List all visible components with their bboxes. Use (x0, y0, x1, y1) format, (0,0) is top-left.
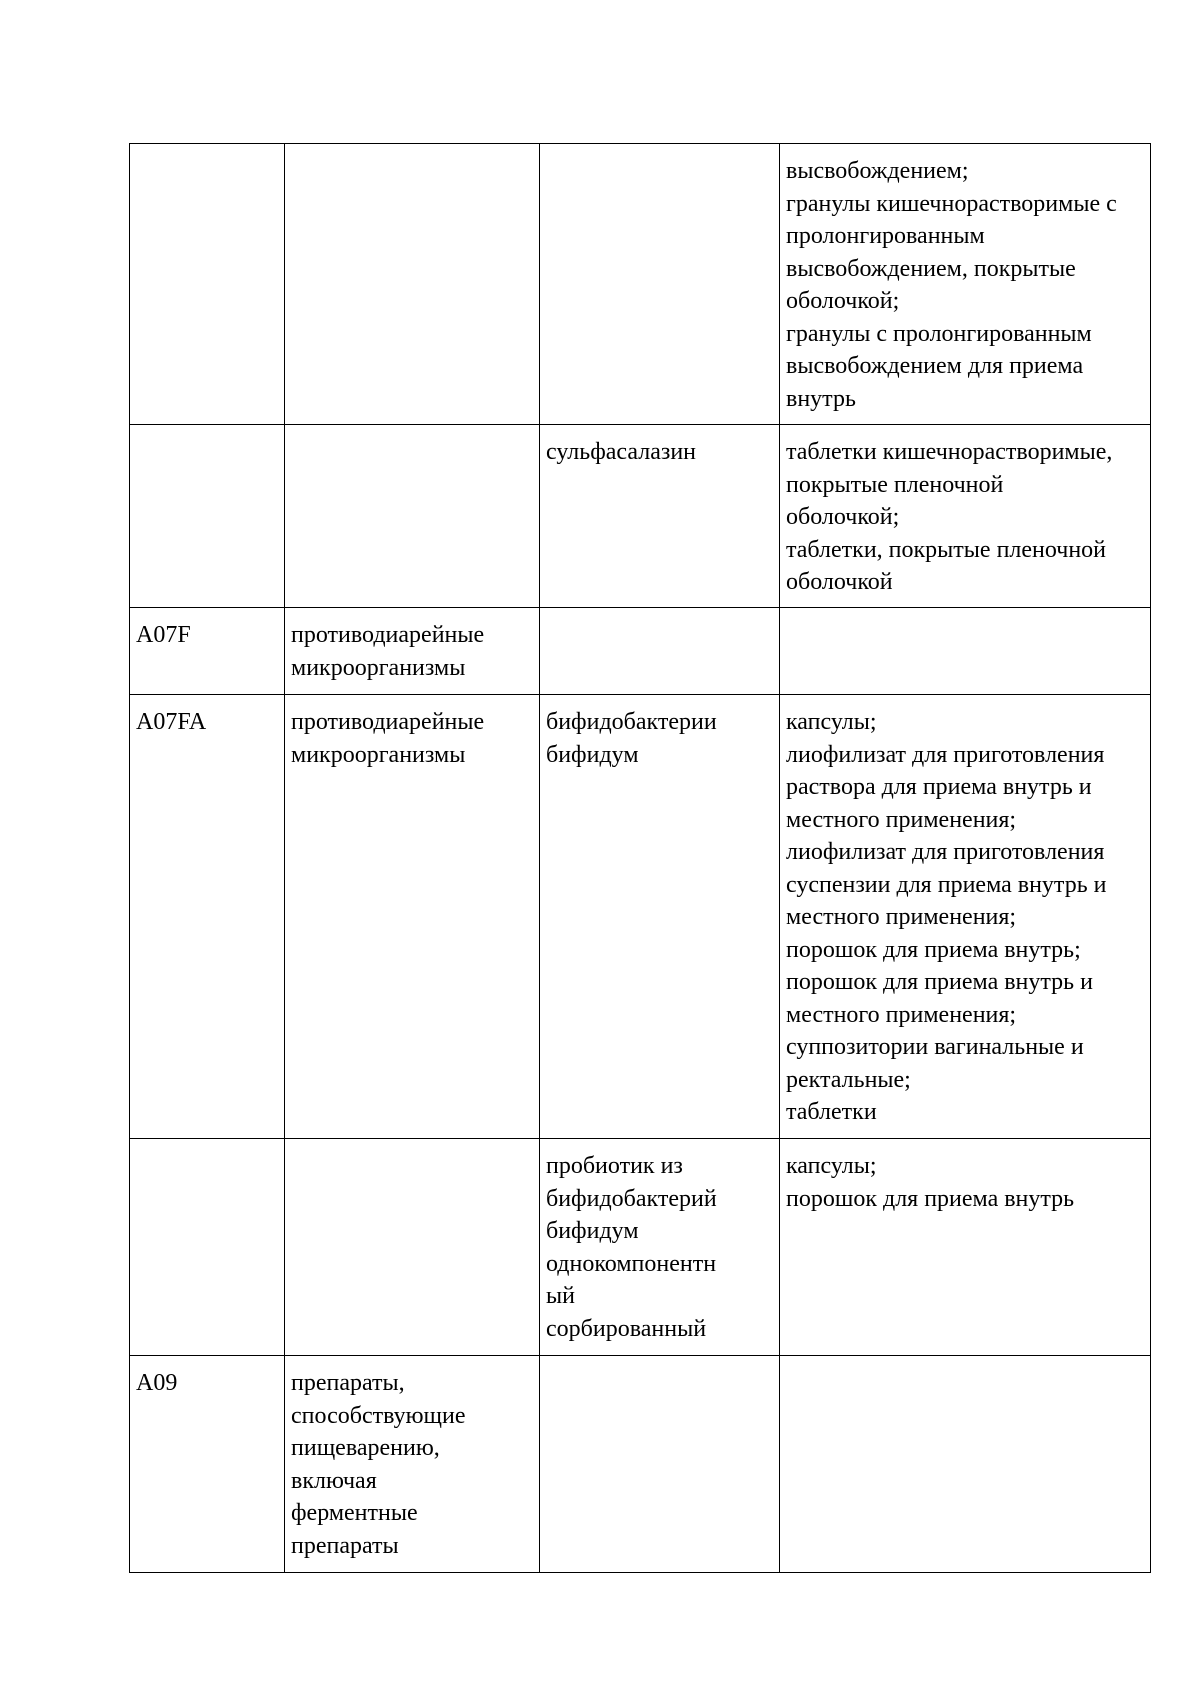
cell-text-line: ый (546, 1283, 575, 1309)
cell-text-line: лиофилизат для приготовления (786, 839, 1105, 865)
anatomical-group-cell (285, 608, 540, 695)
cell-text-line: бифидум (546, 1218, 639, 1244)
table-row (130, 144, 1151, 425)
cell-text-line: сорбированный (546, 1315, 707, 1342)
atc-code-cell (130, 1139, 285, 1356)
cell-text-line: пищеварению, (291, 1435, 440, 1461)
cell-text-line: оболочкой (786, 569, 893, 595)
cell-text-line: порошок для приема внутрь (786, 1185, 1075, 1212)
anatomical-group-cell (285, 1139, 540, 1356)
dosage-forms-cell (780, 608, 1151, 695)
cell-text-line: пробиотик из (546, 1153, 683, 1179)
table-row (130, 1356, 1151, 1573)
cell-text-line: местного применения; (786, 1001, 1017, 1028)
cell-text-line: пролонгированным (786, 223, 985, 249)
cell-text-line: покрытые пленочной (786, 471, 1004, 498)
table-row (130, 695, 1151, 1139)
cell-text-line: высвобождением; (786, 158, 969, 184)
cell-text-line: высвобождением для приема (786, 353, 1084, 379)
drug-name-cell (540, 695, 780, 1139)
cell-text-line: ферментные (291, 1500, 418, 1526)
cell-text-line: гранулы кишечнорастворимые с (786, 190, 1117, 217)
anatomical-group-cell (285, 695, 540, 1139)
cell-text-line: лиофилизат для приготовления (786, 741, 1105, 768)
cell-text: A07FA (136, 709, 207, 735)
cell-text-line: капсулы; (786, 709, 877, 735)
cell-text-line: противодиарейные (291, 622, 485, 648)
anatomical-group-cell (285, 1356, 540, 1573)
drug-name-cell (540, 1356, 780, 1573)
anatomical-group-cell (285, 425, 540, 608)
drug-name-cell (540, 608, 780, 695)
table-body (130, 144, 1151, 1573)
cell-text-line: гранулы с пролонгированным (786, 320, 1092, 347)
table-row (130, 1139, 1151, 1356)
cell-text-line: местного применения; (786, 806, 1017, 833)
cell-text-line: оболочкой; (786, 288, 900, 314)
cell-text-line: таблетки кишечнорастворимые, (786, 439, 1113, 465)
drug-classification-table (129, 143, 1151, 1573)
atc-code-cell (130, 144, 285, 425)
cell-text-line: сульфасалазин (546, 439, 697, 465)
cell-text-line: раствора для приема внутрь и (786, 774, 1092, 800)
dosage-forms-cell (780, 144, 1151, 425)
cell-text-line: суспензии для приема внутрь и (786, 871, 1107, 898)
dosage-forms-cell (780, 425, 1151, 608)
cell-text-line: включая (291, 1467, 377, 1494)
cell-text-line: препараты, (291, 1370, 405, 1396)
atc-code-cell (130, 425, 285, 608)
cell-text-line: бифидобактерии (546, 709, 717, 735)
cell-text: A07F (136, 622, 191, 648)
cell-text-line: капсулы; (786, 1153, 877, 1179)
dosage-forms-cell (780, 695, 1151, 1139)
dosage-forms-cell (780, 1356, 1151, 1573)
cell-text-line: порошок для приема внутрь; (786, 936, 1081, 963)
drug-name-cell (540, 425, 780, 608)
atc-code-cell (130, 695, 285, 1139)
cell-text-line: таблетки, покрытые пленочной (786, 536, 1107, 563)
cell-text-line: оболочкой; (786, 504, 900, 530)
cell-text-line: микроорганизмы (291, 741, 466, 768)
cell-text-line: местного применения; (786, 904, 1017, 930)
cell-text-line: порошок для приема внутрь и (786, 969, 1093, 995)
cell-text-line: микроорганизмы (291, 654, 466, 681)
drug-name-cell (540, 144, 780, 425)
cell-text-line: бифидобактерий (546, 1185, 717, 1212)
anatomical-group-cell (285, 144, 540, 425)
cell-text-line: противодиарейные (291, 709, 485, 735)
cell-text: A09 (136, 1370, 178, 1396)
cell-text-line: высвобождением, покрытые (786, 255, 1076, 282)
cell-text-line: суппозитории вагинальные и (786, 1034, 1084, 1060)
table-row (130, 425, 1151, 608)
cell-text-line: препараты (291, 1532, 399, 1559)
cell-text-line: внутрь (786, 385, 856, 412)
drug-name-cell (540, 1139, 780, 1356)
cell-text-line: способствующие (291, 1402, 466, 1429)
cell-text-line: однокомпонентн (546, 1250, 717, 1277)
atc-code-cell (130, 608, 285, 695)
cell-text-line: бифидум (546, 741, 639, 768)
dosage-forms-cell (780, 1139, 1151, 1356)
cell-text-line: таблетки (786, 1099, 877, 1125)
atc-code-cell (130, 1356, 285, 1573)
cell-text-line: ректальные; (786, 1066, 911, 1093)
table-row (130, 608, 1151, 695)
